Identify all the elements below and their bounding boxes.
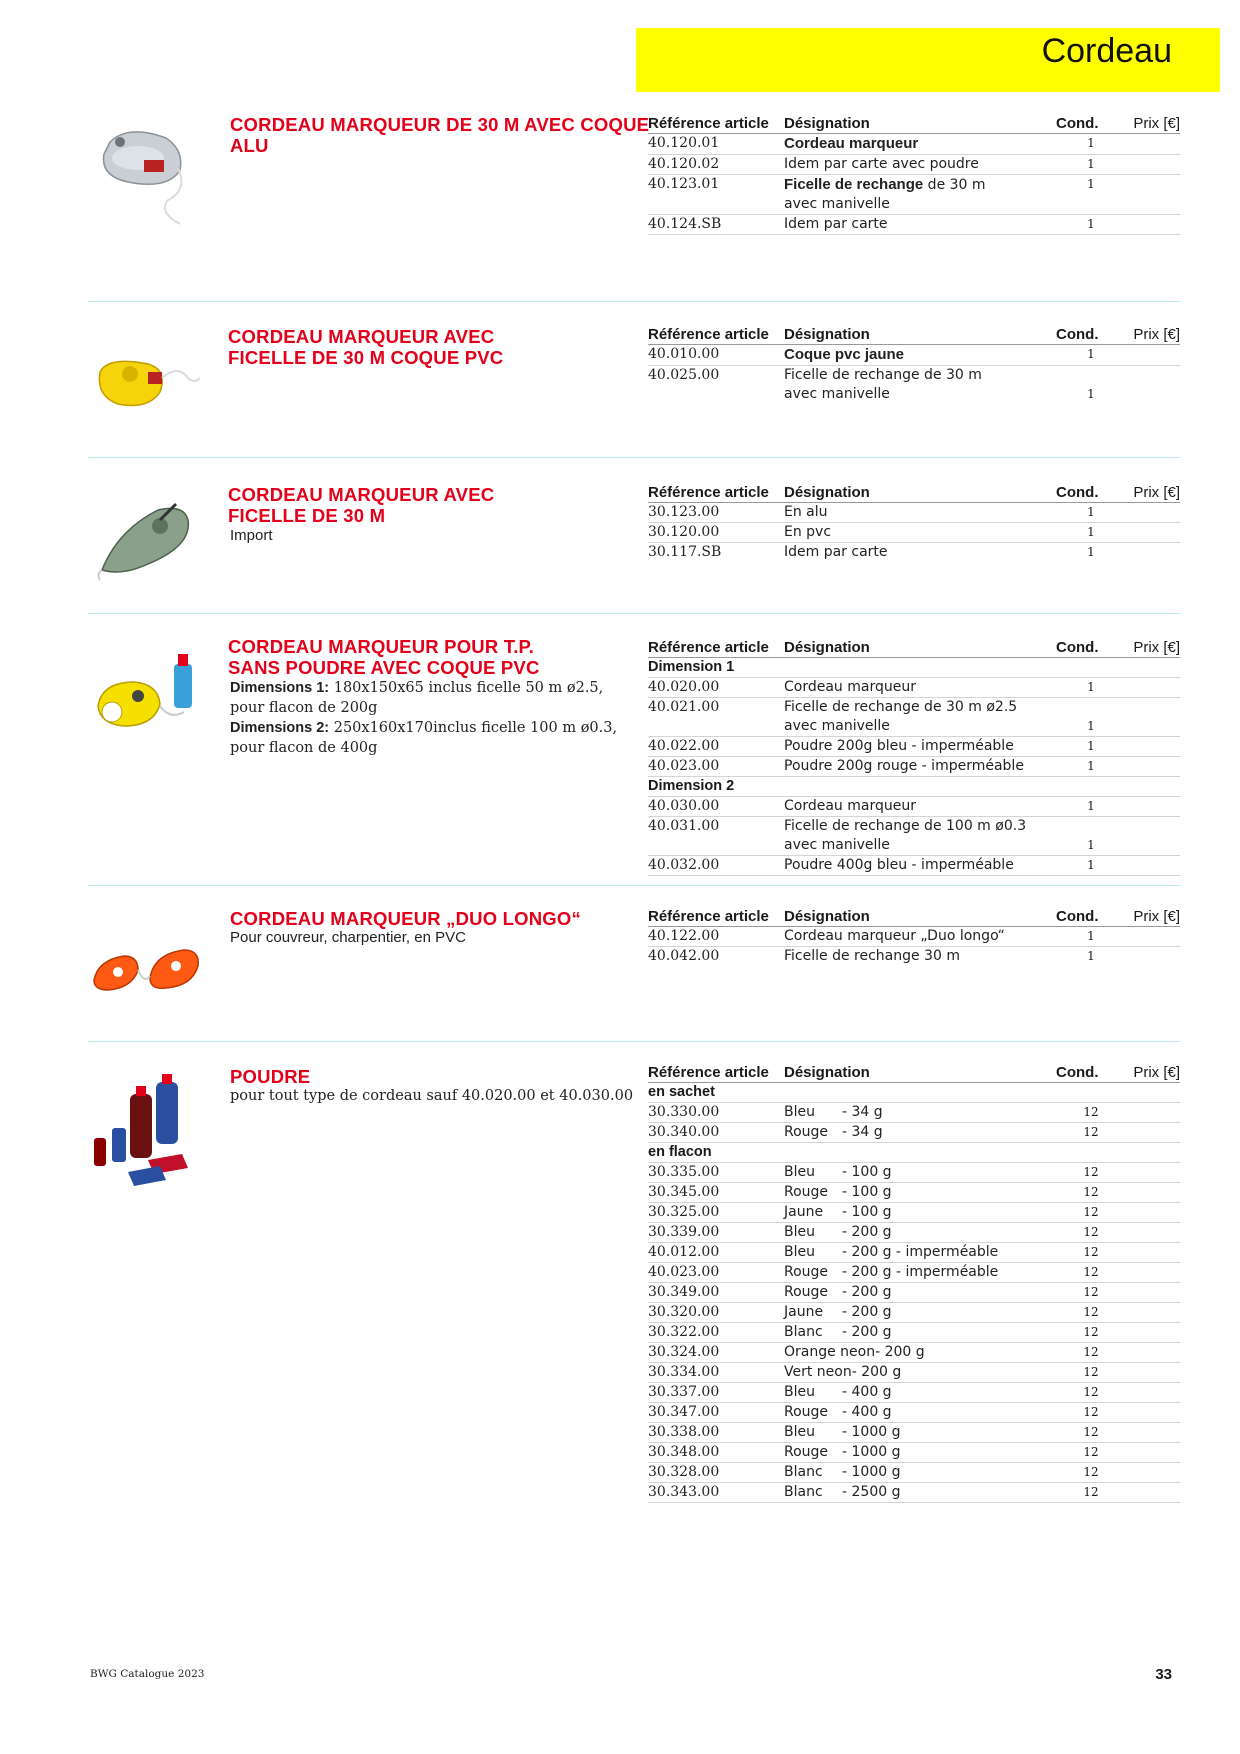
product-title: POUDRE bbox=[230, 1066, 311, 1087]
section-divider bbox=[88, 885, 1180, 886]
items-table-import: Référence article Désignation Cond. Prix [€] 30.123.00 En alu 1 30.120.00 En pvc 1 30.117.SB Idem par carte 1 bbox=[648, 484, 1180, 560]
table-row: 30.337.00 Bleu - 400 g 12 bbox=[648, 1383, 1180, 1403]
table-row: 30.325.00 Jaune - 100 g 12 bbox=[648, 1203, 1180, 1223]
table-group-row: en sachet bbox=[648, 1083, 1180, 1103]
table-row: 30.330.00 Bleu - 34 g 12 bbox=[648, 1103, 1180, 1123]
table-row: 40.032.00 Poudre 400g bleu - imperméable 1 bbox=[648, 856, 1180, 876]
table-row: 40.123.01 Ficelle de rechange de 30 m avec manivelle 1 bbox=[648, 175, 1180, 215]
table-row: 40.025.00 Ficelle de rechange de 30 m avec manivelle 1 bbox=[648, 367, 1095, 402]
table-row: 30.324.00 Orange neon- 200 g 12 bbox=[648, 1343, 1180, 1363]
product-title: CORDEAU MARQUEUR „DUO LONGO“ bbox=[230, 908, 581, 929]
product-image-pvc-chalk-line bbox=[88, 334, 208, 444]
table-row: 30.348.00 Rouge - 1000 g 12 bbox=[648, 1443, 1180, 1463]
table-group-row: Dimension 1 bbox=[648, 658, 1180, 678]
table-row: 30.340.00 Rouge - 34 g 12 bbox=[648, 1123, 1180, 1143]
category-banner bbox=[636, 28, 1220, 92]
product-title: CORDEAU MARQUEUR DE 30 M AVEC COQUE ALU bbox=[230, 114, 650, 156]
table-row: 40.031.00 Ficelle de rechange de 100 m ø0.3 avec manivelle 1 bbox=[648, 817, 1180, 856]
product-title: CORDEAU MARQUEUR POUR T.P. SANS POUDRE AVEC COQUE PVC bbox=[228, 636, 540, 678]
table-row: 30.117.SB Idem par carte 1 bbox=[648, 544, 1095, 560]
col-des: Désignation bbox=[784, 114, 1056, 134]
table-row: 30.328.00 Blanc - 1000 g 12 bbox=[648, 1463, 1180, 1483]
items-table-duo-longo: Référence article Désignation Cond. Prix [€] 40.122.00 Cordeau marqueur „Duo longo“ 1 40.042.00 Ficelle de rechange 30 m 1 bbox=[648, 908, 1180, 964]
table-row: 40.022.00 Poudre 200g bleu - imperméable 1 bbox=[648, 737, 1180, 757]
table-row: 40.042.00 Ficelle de rechange 30 m 1 bbox=[648, 948, 1095, 964]
col-cond: Cond. bbox=[1056, 114, 1126, 134]
page-number: 33 bbox=[1155, 1666, 1172, 1683]
product-image-powder-bottles bbox=[88, 1072, 208, 1192]
table-row: 30.349.00 Rouge - 200 g 12 bbox=[648, 1283, 1180, 1303]
section-divider bbox=[88, 613, 1180, 614]
table-row: 40.021.00 Ficelle de rechange de 30 m ø2.5 avec manivelle 1 bbox=[648, 698, 1180, 737]
product-title: CORDEAU MARQUEUR AVEC FICELLE DE 30 M bbox=[228, 484, 495, 526]
table-row: 40.020.00 Cordeau marqueur 1 bbox=[648, 678, 1180, 698]
table-row: 30.343.00 Blanc - 2500 g 12 bbox=[648, 1483, 1180, 1503]
table-row: 30.120.00 En pvc 1 bbox=[648, 523, 1180, 543]
product-description: Import bbox=[230, 527, 273, 544]
section-divider bbox=[88, 1041, 1180, 1042]
col-ref: Référence article bbox=[648, 114, 784, 134]
table-row: 40.122.00 Cordeau marqueur „Duo longo“ 1 bbox=[648, 927, 1180, 947]
product-image-duo-longo bbox=[88, 920, 208, 1030]
table-row: 30.347.00 Rouge - 400 g 12 bbox=[648, 1403, 1180, 1423]
table-row: 30.320.00 Jaune - 200 g 12 bbox=[648, 1303, 1180, 1323]
items-table-pvc: Référence article Désignation Cond. Prix [€] 40.010.00 Coque pvc jaune 1 40.025.00 Ficelle de rechange de 30 m avec manivelle 1 bbox=[648, 326, 1180, 402]
table-row: 30.335.00 Bleu - 100 g 12 bbox=[648, 1163, 1180, 1183]
table-group-row: en flacon bbox=[648, 1143, 1180, 1163]
section-divider bbox=[88, 457, 1180, 458]
table-row: 40.010.00 Coque pvc jaune 1 bbox=[648, 345, 1180, 366]
category-title: Cordeau bbox=[1041, 32, 1172, 70]
table-row: 40.023.00 Rouge - 200 g - imperméable 12 bbox=[648, 1263, 1180, 1283]
product-image-tp-chalk-line bbox=[88, 646, 208, 756]
product-dimensions: Dimensions 1: 180x150x65 inclus ficelle 50 m ø2.5, pour flacon de 200g Dimensions 2: 250x160x170inclus ficelle 100 m ø0.3, pour flacon de 400g bbox=[230, 680, 618, 756]
table-row: 40.023.00 Poudre 200g rouge - imperméable 1 bbox=[648, 757, 1180, 777]
items-table-tp: Référence article Désignation Cond. Prix [€] Dimension 1 40.020.00 Cordeau marqueur 1 40.021.00 Ficelle de rechange de 30 m ø2.5 avec manivelle 1 40.022.00 Poudre 200g bleu - imperméable 1 40.023.00 Poudre 200g rouge - imperméable 1 Dimension 2 40.030.00 Cordeau marqueur 1 40.031.00 Ficelle de rechange de 100 m ø0.3 avec manivelle 1 40.032.00 Poudre 400g bleu - imperméable 1 bbox=[648, 638, 1180, 876]
table-row: 30.345.00 Rouge - 100 g 12 bbox=[648, 1183, 1180, 1203]
footer-catalogue: BWG Catalogue 2023 bbox=[90, 1668, 205, 1680]
product-description: pour tout type de cordeau sauf 40.020.00 et 40.030.00 bbox=[230, 1088, 634, 1104]
section-divider bbox=[88, 301, 1180, 302]
product-title: CORDEAU MARQUEUR AVEC FICELLE DE 30 M COQUE PVC bbox=[228, 326, 504, 368]
table-group-row: Dimension 2 bbox=[648, 777, 1180, 797]
col-prix: Prix [€] bbox=[1126, 114, 1180, 134]
table-row: 40.124.SB Idem par carte 1 bbox=[648, 215, 1180, 235]
table-row: 40.120.01 Cordeau marqueur 1 bbox=[648, 134, 1180, 155]
table-row: 30.338.00 Bleu - 1000 g 12 bbox=[648, 1423, 1180, 1443]
items-table-poudre: Référence article Désignation Cond. Prix [€] en sachet 30.330.00 Bleu - 34 g 12 30.340.00 Rouge - 34 g 12 en flacon 30.335.00 Bleu - 100 g 12 30.345.00 Rouge - 100 g 12 30.325.00 Jaune - 100 g 12 30.339.00 Bleu - 200 g 12 40.012.00 Bleu - 200 g - imperméable 12 40.023.00 Rouge - 200 g - imperméable 12 30.349.00 Rouge - 200 g 12 30.320.00 Jaune - 200 g 12 30.322.00 Blanc - 200 g 12 30.324.00 Orange neon- 200 g 12 30.334.00 Vert neon- 200 g 12 30.337.00 Bleu - 400 g 12 30.347.00 Rouge - 400 g 12 30.338.00 Bleu - 1000 g 12 30.348.00 Rouge - 1000 g 12 30.328.00 Blanc - 1000 g 12 30.343.00 Blanc - 2500 g 12 bbox=[648, 1063, 1180, 1503]
table-row: 30.339.00 Bleu - 200 g 12 bbox=[648, 1223, 1180, 1243]
table-row: 40.030.00 Cordeau marqueur 1 bbox=[648, 797, 1180, 817]
items-table-alu bbox=[648, 114, 1180, 235]
table-row: 30.334.00 Vert neon- 200 g 12 bbox=[648, 1363, 1180, 1383]
product-description: Pour couvreur, charpentier, en PVC bbox=[230, 929, 466, 946]
product-image-alu-chalk-line bbox=[88, 120, 208, 230]
product-image-import-chalk-line bbox=[88, 490, 208, 600]
table-row: 30.322.00 Blanc - 200 g 12 bbox=[648, 1323, 1180, 1343]
table-row: 40.012.00 Bleu - 200 g - imperméable 12 bbox=[648, 1243, 1180, 1263]
table-row: 40.120.02 Idem par carte avec poudre 1 bbox=[648, 155, 1180, 175]
table-row: 30.123.00 En alu 1 bbox=[648, 503, 1180, 523]
